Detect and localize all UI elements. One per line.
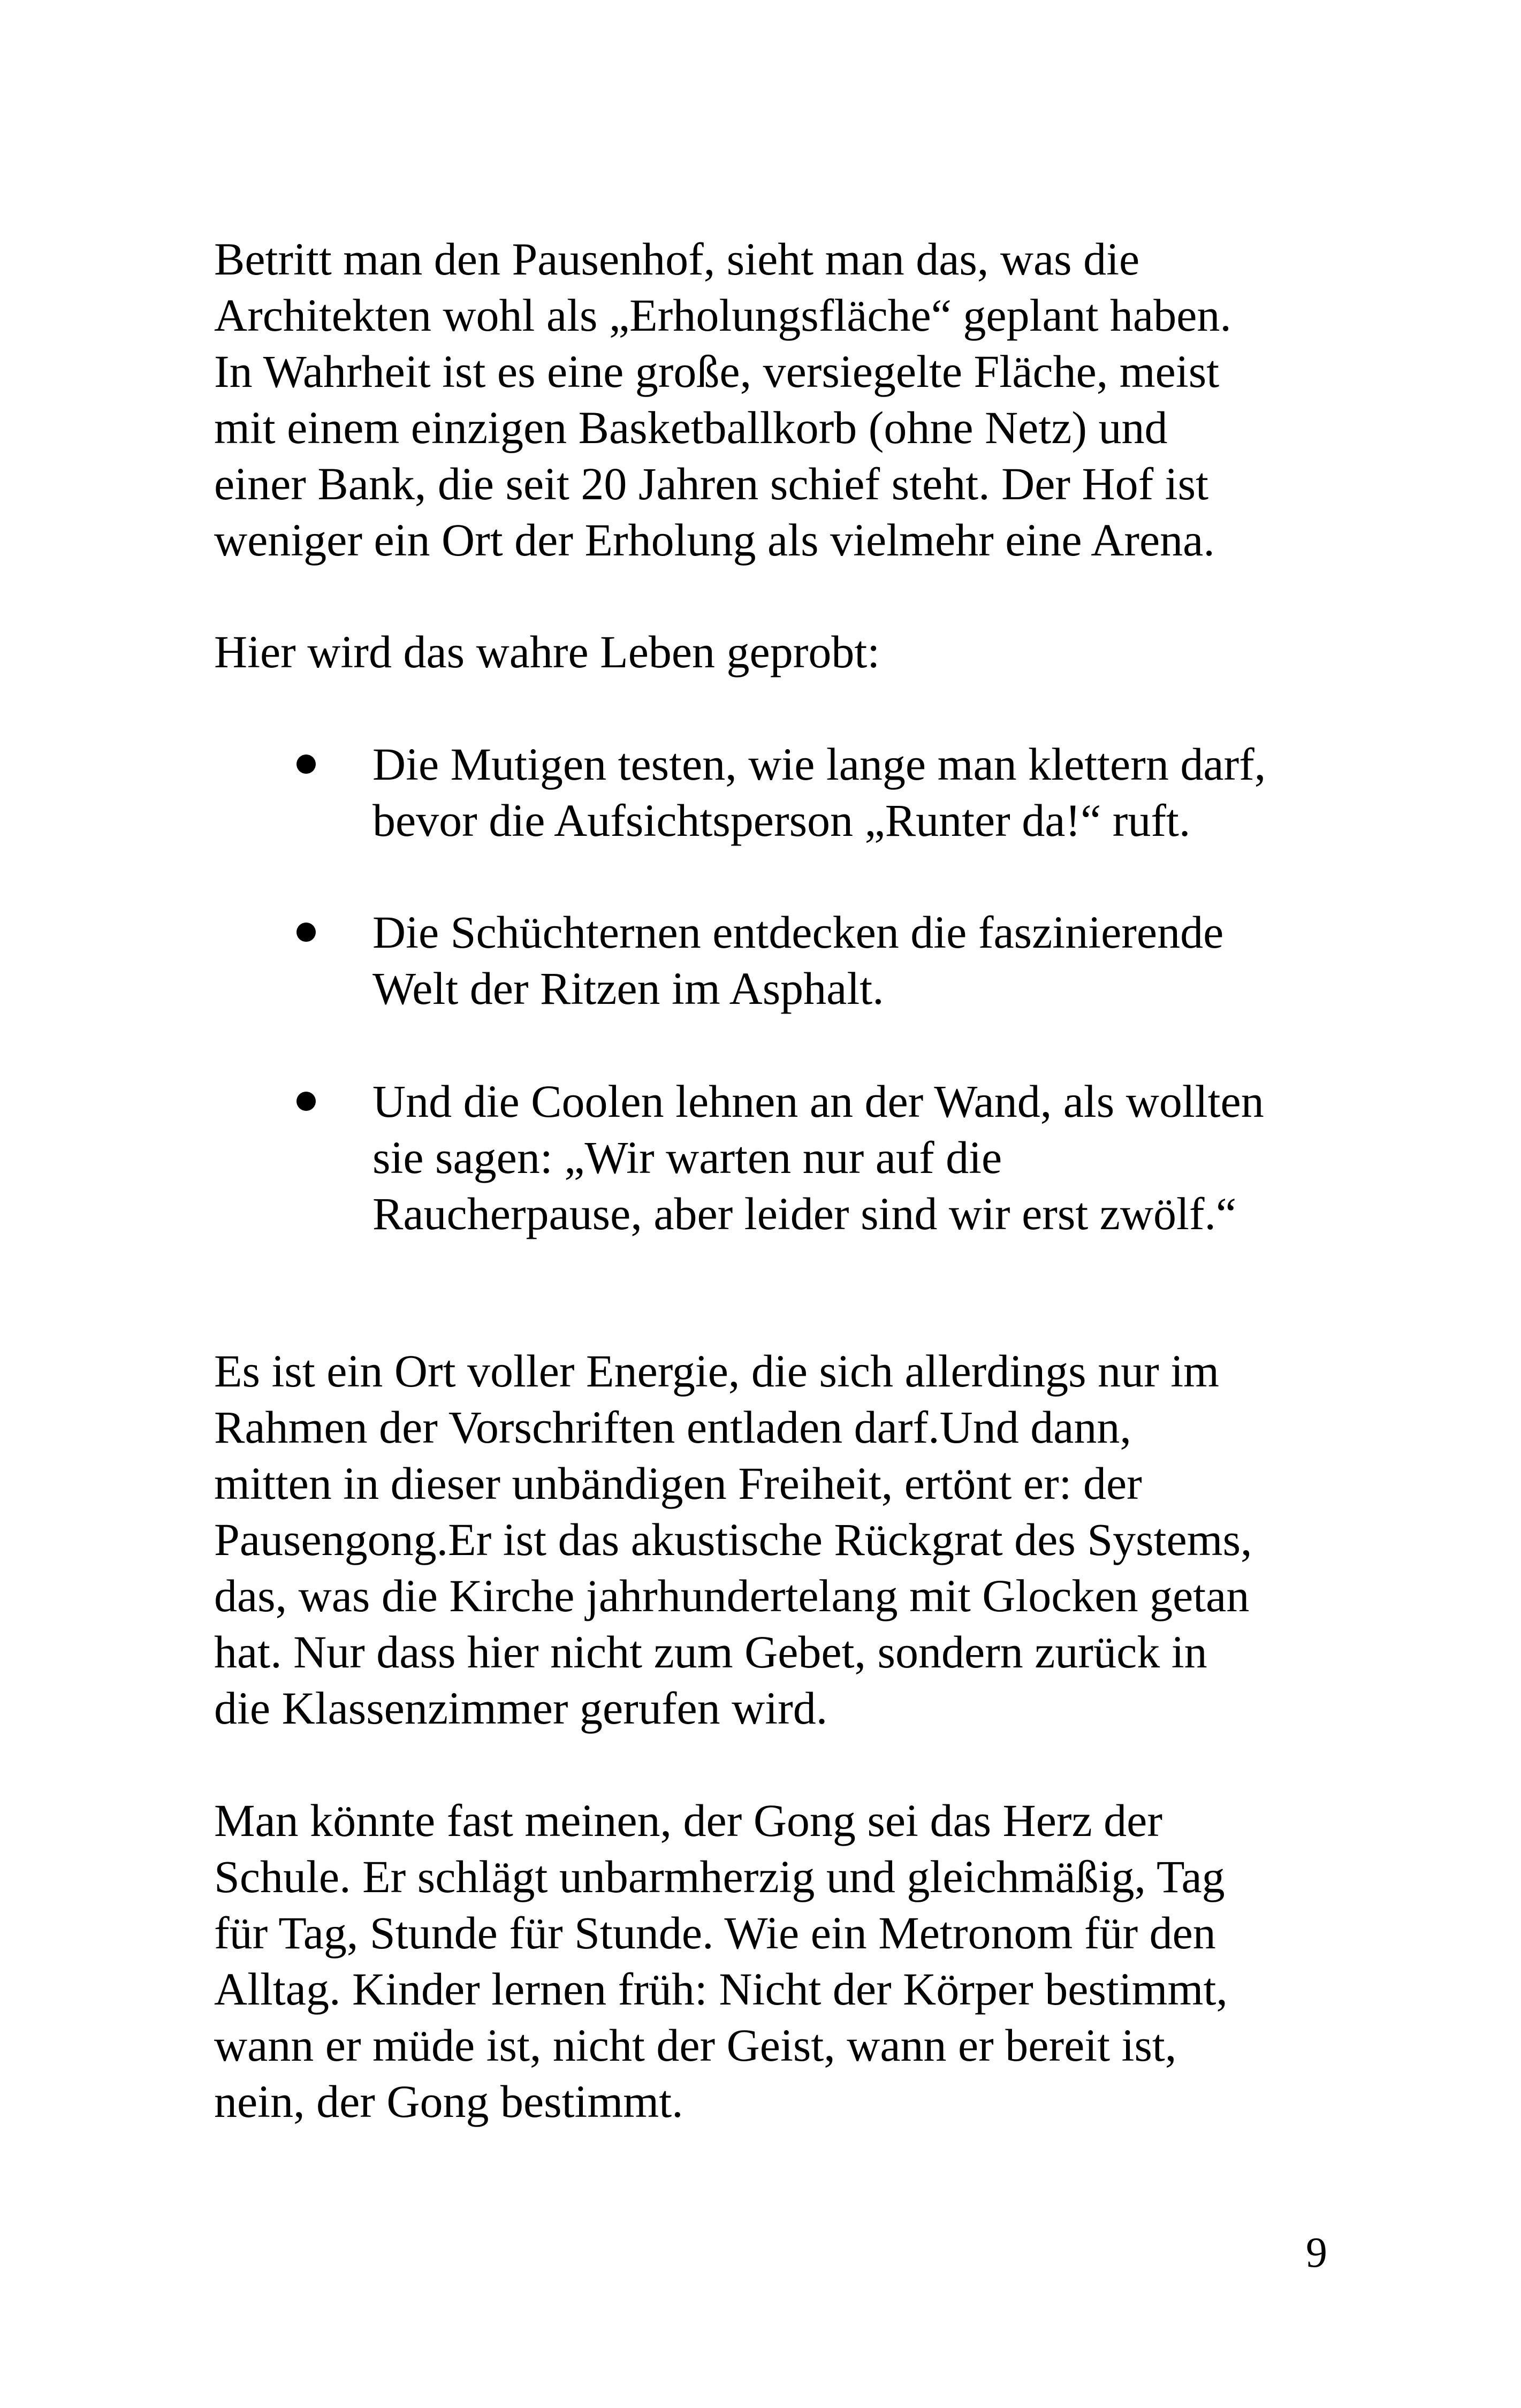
paragraph-gong <box>214 1793 1327 2130</box>
text-line: Die Mutigen testen, wie lange man klettern darf, <box>372 738 1266 790</box>
text-line: sie sagen: „Wir warten nur auf die <box>372 1132 1002 1183</box>
paragraph-pausenhof <box>214 231 1327 568</box>
text-line: Schule. Er schlägt unbarmherzig und gleichmäßig, Tag <box>214 1851 1225 1902</box>
text-line: weniger ein Ort der Erholung als vielmehr eine Arena. <box>214 514 1215 566</box>
page-number: 9 <box>1306 2229 1327 2276</box>
text-line: Welt der Ritzen im Asphalt. <box>372 963 884 1014</box>
bullet-icon <box>296 923 316 942</box>
paragraph-intro-list <box>214 624 1327 680</box>
text-line: für Tag, Stunde für Stunde. Wie ein Metronom für den <box>214 1907 1216 1959</box>
text-line: Man könnte fast meinen, der Gong sei das Herz der <box>214 1795 1162 1846</box>
bullet-icon <box>296 1092 316 1111</box>
text-line: wann er müde ist, nicht der Geist, wann er bereit ist, <box>214 2020 1177 2071</box>
list-item-text <box>372 1073 1327 1242</box>
text-line: In Wahrheit ist es eine große, versiegelte Fläche, meist <box>214 346 1220 397</box>
text-line: mitten in dieser unbändigen Freiheit, ertönt er: der <box>214 1458 1142 1509</box>
text-line: Betritt man den Pausenhof, sieht man das, was die <box>214 233 1140 285</box>
text-line: Pausengong.Er ist das akustische Rückgrat des Systems, <box>214 1514 1252 1565</box>
text-line: nein, der Gong bestimmt. <box>214 2076 683 2127</box>
text-line: Architekten wohl als „Erholungsfläche“ geplant haben. <box>214 289 1231 341</box>
text-line: hat. Nur dass hier nicht zum Gebet, sondern zurück in <box>214 1626 1207 1678</box>
text-line: mit einem einzigen Basketballkorb (ohne Netz) und <box>214 402 1168 453</box>
text-line: einer Bank, die seit 20 Jahren schief steht. Der Hof ist <box>214 458 1209 509</box>
bullet-icon <box>296 755 316 774</box>
text-line: Die Schüchternen entdecken die faszinierende <box>372 906 1224 958</box>
text-line: die Klassenzimmer gerufen wird. <box>214 1682 828 1734</box>
list-item-text <box>372 736 1327 849</box>
text-line: Und die Coolen lehnen an der Wand, als wollten <box>372 1076 1264 1127</box>
list-item-text <box>372 904 1327 1017</box>
text-line: Raucherpause, aber leider sind wir erst zwölf.“ <box>372 1188 1237 1239</box>
text-line: bevor die Aufsichtsperson „Runter da!“ ruft. <box>372 795 1191 846</box>
text-line: Alltag. Kinder lernen früh: Nicht der Körper bestimmt, <box>214 1963 1228 2015</box>
paragraph-energie <box>214 1343 1327 1736</box>
text-line: das, was die Kirche jahrhundertelang mit Glocken getan <box>214 1570 1250 1621</box>
text-line: Es ist ein Ort voller Energie, die sich allerdings nur im <box>214 1345 1220 1397</box>
text-line: Hier wird das wahre Leben geprobt: <box>214 626 880 677</box>
text-line: Rahmen der Vorschriften entladen darf.Und dann, <box>214 1401 1131 1453</box>
